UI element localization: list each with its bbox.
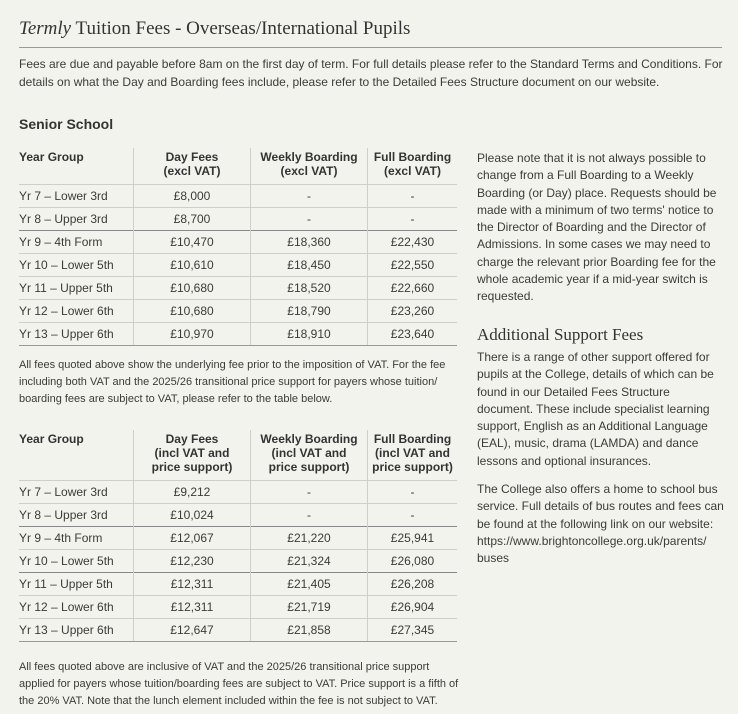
excl-vat-note: All fees quoted above show the underlying fee prior to the imposition of VAT. For the fee including both VAT and the 2025/26 transitional price support for payers whose tuition/ boarding fees are subject to VAT, please refer to the table below. — [19, 359, 446, 405]
fee-cell: £23,640 — [368, 323, 458, 346]
table-row — [19, 619, 457, 642]
year-group-cell: Yr 11 – Upper 5th — [19, 277, 134, 300]
fee-cell: - — [368, 185, 458, 208]
year-group-cell: Yr 12 – Lower 6th — [19, 596, 134, 619]
year-group-cell: Yr 8 – Upper 3rd — [19, 504, 134, 527]
fee-cell: £10,024 — [134, 504, 251, 527]
year-group-cell: Yr 9 – 4th Form — [19, 231, 134, 254]
fee-cell: £22,660 — [368, 277, 458, 300]
fee-cell: £22,430 — [368, 231, 458, 254]
fee-cell: £22,550 — [368, 254, 458, 277]
fees-table-incl-vat — [19, 430, 457, 642]
title-divider — [19, 47, 722, 48]
fee-cell: £26,208 — [368, 573, 458, 596]
year-group-cell: Yr 11 – Upper 5th — [19, 573, 134, 596]
fee-cell: - — [251, 185, 368, 208]
year-group-cell: Yr 13 – Upper 6th — [19, 323, 134, 346]
column-header: Full Boarding (excl VAT) — [368, 148, 458, 185]
header-row — [19, 430, 457, 481]
fee-cell: £12,311 — [134, 573, 251, 596]
fee-cell: £10,680 — [134, 277, 251, 300]
fee-cell: £12,230 — [134, 550, 251, 573]
table-row — [19, 208, 457, 231]
support-title: Additional Support Fees — [477, 325, 644, 344]
year-group-cell: Yr 7 – Lower 3rd — [19, 185, 134, 208]
table-row — [19, 323, 457, 346]
fee-cell: £21,324 — [251, 550, 368, 573]
fee-cell: £26,080 — [368, 550, 458, 573]
fee-cell: £27,345 — [368, 619, 458, 642]
year-group-cell: Yr 7 – Lower 3rd — [19, 481, 134, 504]
fee-cell: - — [368, 504, 458, 527]
fee-cell: £18,520 — [251, 277, 368, 300]
table-row — [19, 573, 457, 596]
fee-cell: £12,647 — [134, 619, 251, 642]
year-group-cell: Yr 10 – Lower 5th — [19, 550, 134, 573]
table-row — [19, 596, 457, 619]
incl-vat-note: All fees quoted above are inclusive of VAT and the 2025/26 transitional price support applied for payers whose tuition/boarding fees are subject to VAT. Price support is a fifth of the 20% VAT. Note that the lunch element included within the fee is not subject to VAT. — [19, 661, 459, 707]
fee-cell: £21,405 — [251, 573, 368, 596]
section-title: Senior School — [19, 116, 114, 132]
support-text: There is a range of other support offered for pupils at the College, details of which can be found in our Detailed Fees Structure document. These include specialist learning support, English as an Additional Language (EAL), music, drama (LAMDA) and dance lessons and optional insurances. — [477, 350, 714, 468]
fee-cell: £25,941 — [368, 527, 458, 550]
fee-cell: £10,470 — [134, 231, 251, 254]
page-title: Termly Tuition Fees - Overseas/International Pupils — [19, 18, 411, 39]
column-header: Weekly Boarding (excl VAT) — [251, 148, 368, 185]
table-row — [19, 527, 457, 550]
fee-cell: £21,858 — [251, 619, 368, 642]
table-row — [19, 504, 457, 527]
table-row — [19, 231, 457, 254]
column-header: Full Boarding (incl VAT and price support) — [368, 430, 458, 481]
table-row — [19, 185, 457, 208]
column-header: Year Group — [19, 432, 84, 446]
fee-cell: - — [251, 208, 368, 231]
fee-cell: £18,450 — [251, 254, 368, 277]
table-row — [19, 277, 457, 300]
fee-cell: £18,910 — [251, 323, 368, 346]
column-header: Year Group — [19, 150, 84, 164]
fee-cell: £18,790 — [251, 300, 368, 323]
fee-cell: £9,212 — [134, 481, 251, 504]
year-group-cell: Yr 8 – Upper 3rd — [19, 208, 134, 231]
fee-cell: £23,260 — [368, 300, 458, 323]
year-group-cell: Yr 10 – Lower 5th — [19, 254, 134, 277]
fee-cell: £12,067 — [134, 527, 251, 550]
fee-cell: £10,610 — [134, 254, 251, 277]
column-header: Day Fees (incl VAT and price support) — [134, 430, 251, 481]
table-row — [19, 481, 457, 504]
fee-cell: £10,970 — [134, 323, 251, 346]
fee-cell: - — [368, 208, 458, 231]
intro-text: Fees are due and payable before 8am on the first day of term. For full details please refer to the Standard Terms and Conditions. For details on what the Day and Boarding fees include, please refer to the Detailed Fees Structure document on our website. — [19, 57, 723, 89]
bus-text: The College also offers a home to school bus service. Full details of bus routes and fees can be found at the following link on our website: https://www.brightoncollege.org.uk/parents/ buses — [477, 482, 724, 566]
fee-cell: £10,680 — [134, 300, 251, 323]
boarding-change-note: Please note that it is not always possible to change from a Full Boarding to a Weekly Boarding (or Day) place. Requests should be made with a minimum of two terms' notice to the Director of Boarding and the Director of Admissions. In some cases we may need to charge the relevant prior Boarding fee for the whole academic year if a mid-year switch is requested. — [477, 151, 717, 304]
header-row — [19, 148, 457, 185]
column-header: Weekly Boarding (incl VAT and price support) — [251, 430, 368, 481]
table-row — [19, 300, 457, 323]
table-row — [19, 254, 457, 277]
fee-cell: £12,311 — [134, 596, 251, 619]
fee-cell: £18,360 — [251, 231, 368, 254]
fee-cell: - — [251, 504, 368, 527]
fee-cell: £26,904 — [368, 596, 458, 619]
fee-cell: £21,220 — [251, 527, 368, 550]
fee-cell: £8,000 — [134, 185, 251, 208]
fee-cell: £8,700 — [134, 208, 251, 231]
column-header: Day Fees (excl VAT) — [134, 148, 251, 185]
year-group-cell: Yr 9 – 4th Form — [19, 527, 134, 550]
year-group-cell: Yr 13 – Upper 6th — [19, 619, 134, 642]
fee-cell: - — [368, 481, 458, 504]
bus-link[interactable]: https://www.brightoncollege.org.uk/parents/ buses — [477, 533, 707, 566]
fees-table-excl-vat — [19, 148, 457, 346]
fee-cell: - — [251, 481, 368, 504]
table-row — [19, 550, 457, 573]
fee-cell: £21,719 — [251, 596, 368, 619]
year-group-cell: Yr 12 – Lower 6th — [19, 300, 134, 323]
